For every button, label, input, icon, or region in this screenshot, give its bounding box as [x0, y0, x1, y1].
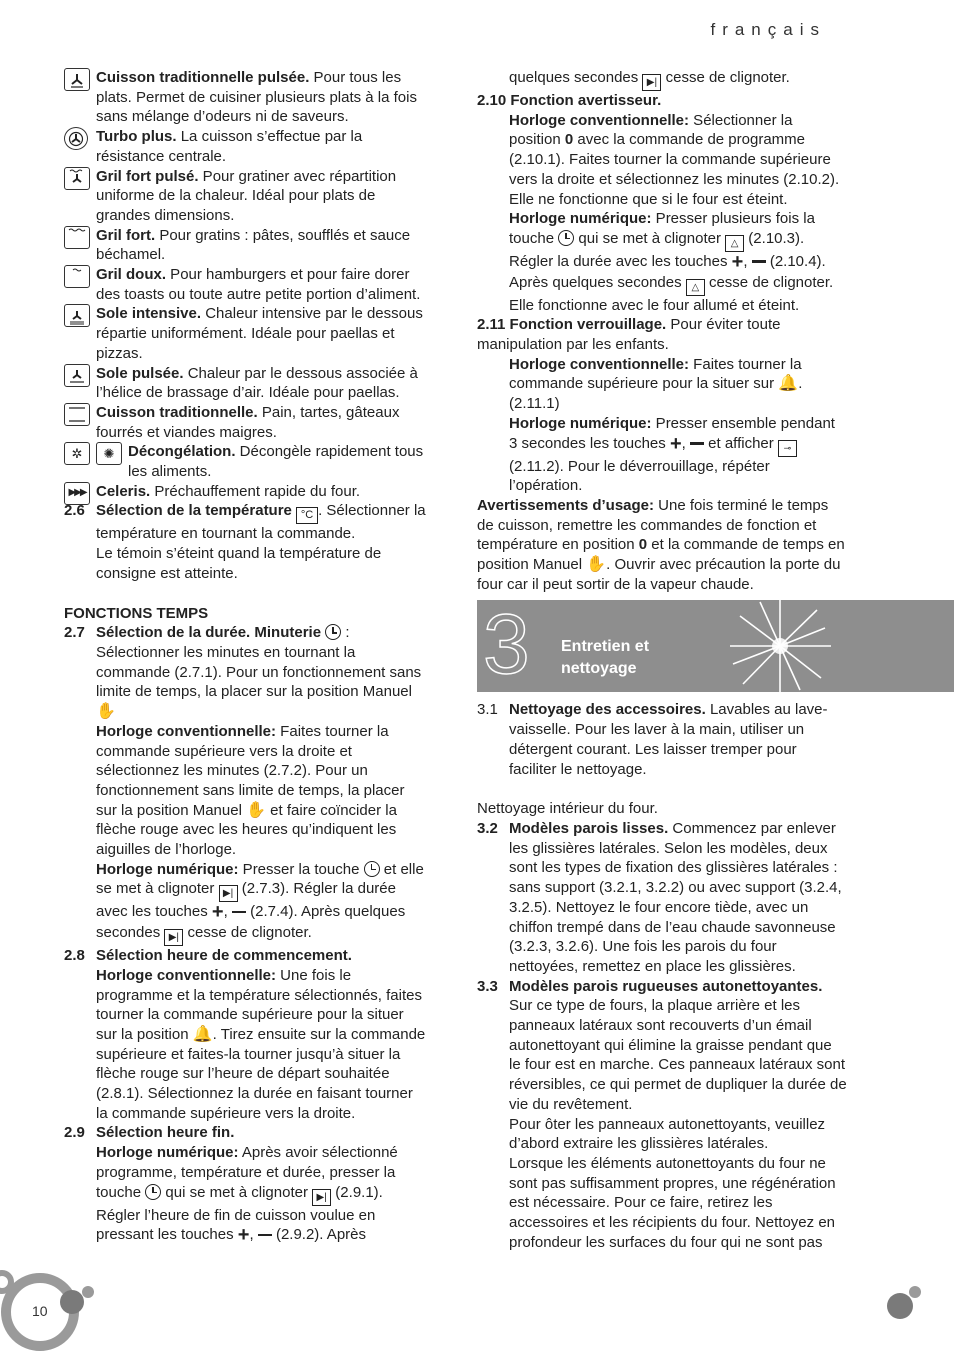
function-traditional: Cuisson traditionnelle. Pain, tartes, gâteaux fourrés et viandes maigres.	[64, 403, 428, 442]
bell-icon: △	[725, 235, 744, 252]
function-defrost: ✲ ✺ Décongélation. Décongèle rapidement tous les aliments.	[64, 442, 428, 481]
section-2-7: 2.7 Sélection de la durée. Minuterie : Sélectionner les minutes en tournant la commande (2.7.1). Pour un fonctionnement sans limite de temps, la placer sur la position Manuel ✋ Horloge conventionnelle: Faites tourner la commande supérieure vers la droite et sélectionnez les minutes (2.7.2). Pour un fonctionnement sans limite de temps, la placer sur la position Manuel ✋ et faire coïncider la flèche rouge avec les heures qu’indiquent les aiguilles de l’horloge. Horloge numérique: Presser la touche et elle se met à clignoter ▶| (2.7.3). Régler la durée avec les touches +, (2.7.4). Après quelques secondes ▶| cesse de clignoter.	[64, 623, 428, 946]
fast-icon: ▶▶▶	[64, 482, 90, 505]
play-icon: ▶|	[219, 885, 238, 902]
section-3-2: 3.2 Modèles parois lisses. Commencez par enlever les glissières latérales. Selon les modèles, deux sont les types de fixation des glissières latérales : sans support (3.2.1, 3.2.2) ou avec support (3.2.4, 3.2.5). Nettoyez le four encore tiède, avec un chiffon trempé dans de l’eau chaude savonneuse (3.2.3, 3.2.6). Une fois les parois du four nettoyées, remettez en place les glissières.	[477, 819, 842, 975]
grill-icon	[64, 226, 90, 249]
fan-icon	[64, 68, 90, 91]
function-turbo: Turbo plus. La cuisson s’effectue par la résistance centrale.	[64, 127, 428, 166]
bell-icon: △	[686, 279, 705, 296]
section-3-3: 3.3 Modèles parois rugueuses autonettoyantes. Sur ce type de fours, la plaque arrière et les panneaux latéraux sont recouverts d’un émail autonettoyant qui élimine la graisse pendant que le four est en marche. Ces panneaux latéraux sont réversibles, ce qui permet de dupliquer la durée de vie du revêtement. Pour ôter les panneaux autonettoyants, veuillez d’abord extraire les glissières latérales. Lorsque les éléments autonettoyants du four ne sont pas suffisamment propres, une régénération est nécessaire. Pour ce faire, retirez les accessoires et les récipients du four. Nettoyez en profondeur les surfaces du four qui ne sont pas	[477, 977, 847, 1251]
left-column	[64, 68, 428, 1246]
function-fan: Cuisson traditionnelle pulsée. Pour tous les plats. Permet de cuisiner plusieurs plats à la fois sans mélange d’odeurs ni de saveurs.	[64, 68, 428, 127]
hand-icon: ✋	[246, 801, 267, 819]
section-3-1: 3.1 Nettoyage des accessoires. Lavables au lave-vaisselle. Pour les laver à la main, utiliser un détergent courant. Les laisser tremper pour faciliter le nettoyage.	[477, 701, 828, 778]
footer-decoration	[0, 1262, 110, 1354]
section-2-11-title: 2.11 Fonction verrouillage.	[477, 316, 667, 334]
turbo-icon	[64, 127, 88, 150]
play-icon: ▶|	[312, 1189, 331, 1206]
language-label: français	[710, 20, 826, 39]
function-celeris: ▶▶▶ Celeris. Préchauffement rapide du four.	[64, 482, 428, 502]
chapter-title: Entretien et nettoyage	[561, 638, 650, 678]
sole-fan-icon	[64, 364, 90, 387]
section-heading-time-functions: FONCTIONS TEMPS	[64, 604, 209, 622]
section-2-10-title: 2.10 Fonction avertisseur.	[477, 92, 662, 109]
minus-icon	[690, 442, 704, 445]
chapter-banner	[477, 597, 954, 692]
section-2-8: 2.8 Sélection heure de commencement. Horloge conventionnelle: Une fois le programme et la température sélectionnés, faites tourner la commande supérieure pour la situer sur la position 🔔. Tirez ensuite sur la commande supérieure et faites-la tourner jusqu’à situer la flèche rouge sur l’heure de départ souhaitée (2.8.1). Sélectionnez la durée en faisant tourner la commande supérieure vers la droite.	[64, 947, 426, 1122]
sole-icon	[64, 304, 90, 327]
plus-icon: +	[731, 250, 744, 273]
hand-icon: ✋	[586, 556, 607, 574]
section-2-10: Horloge conventionnelle: Sélectionner la position 0 avec la commande de programme (2.10.1). Faites tourner la commande supérieure vers la droite et sélectionnez les minutes (2.10.2). Elle ne fonctionne que si le four est éteint. Horloge numérique: Presser plusieurs fois la touche qui se met à clignoter △ (2.10.3). Régler la durée avec les touches +, (2.10.4). Après quelques secondes △ cesse de clignoter. Elle fonctionne avec le four allumé et éteint.	[509, 111, 840, 314]
celsius-icon: °C	[296, 507, 318, 524]
clock-icon	[364, 861, 380, 877]
play-icon: ▶|	[164, 929, 183, 946]
sparkle-icon	[725, 596, 835, 696]
section-2-9: 2.9 Sélection heure fin. Horloge numérique: Après avoir sélectionné programme, température et durée, presser la touche qui se met à clignoter ▶| (2.9.1). Régler l’heure de fin de cuisson voulue en pressant les touches +, (2.9.2). Après	[64, 1124, 398, 1247]
defrost-fan-icon: ✺	[96, 442, 122, 465]
chapter-number: 3	[483, 597, 530, 692]
minus-icon	[258, 1234, 272, 1237]
defrost-icon: ✲	[64, 442, 90, 465]
bell-icon: 🔔	[778, 375, 799, 393]
right-column: quelques secondes ▶| cesse de clignoter. 2.10 Fonction avertisseur. Horloge conventionnelle: Sélectionner la position 0 avec la commande de programme (2.10.1). Faites tourner la commande supérieure vers la droite et sélectionnez les minutes (2.10.2). Elle ne fonctionne que si le four est éteint. Horloge numérique: Presser plusieurs fois la touche qui se met à clignoter △ (2.10.3). Régler la durée avec les touches +, (2.10.4). Après quelques secondes △ cesse de clignoter. Elle fonctionne avec le four allumé et éteint. 2.11 Fonction verrouillage. Pour éviter toute manipulation par les enfants. Horloge conventionnelle: Faites tourner la commande supérieure pour la situer sur 🔔. (2.11.1) Horloge numérique: Presser ensemble pendant 3 secondes les touches +, et afficher ⊸ (2.11.2). Pour le déverrouillage, répéter l’opération. Avertissements d’usage: Une fois terminé le temps de cuisson, remettre les commandes de fonction et température en position 0 et la commande de temps en position Manuel ✋. Ouvrir avec précaution la porte du four car il peut sortir de la vapeur chaude. 3 Entretien et nettoyage 3.1 Nettoyage des accessoires. Lavables au lave-vaisselle. Pour les laver à la main, utiliser un détergent courant. Les laisser tremper pour faciliter le nettoyage. Nettoyage intérieur du four. 3.2 Modèles parois lisses. Commencez par enlever les glissières latérales. Selon les modèles, deux sont les types de fixation des glissières latérales : sans support (3.2.1, 3.2.2) ou avec support (3.2.4, 3.2.5). Nettoyez le four encore tiède, avec un chiffon trempé dans de l’eau chaude savonneuse (3.2.3, 3.2.6). Une fois les parois du four nettoyées, remettez en place les glissières. 3.3 Modèles parois rugueuses autonettoyantes. Sur ce type de fours, la plaque arrière et les panneaux latéraux sont recouverts d’un émail autonettoyant qui élimine la graisse pendant que le four est en marche. Ces panneaux latéraux sont réversibles, ce qui permet de dupliquer la durée de vie du revêtement. Pour ôter les panneaux autonettoyants, veuillez d’abord extraire les glissières latérales. Lorsque les éléments autonettoyants du four ne sont pas suffisamment propres, une régénération est nécessaire. Pour ce faire, retirez les accessoires et les récipients du four. Nettoyez en profondeur les surfaces du four qui ne sont pas	[477, 68, 847, 1252]
clock-icon	[325, 624, 341, 640]
function-sole-intensive: Sole intensive. Chaleur intensive par le dessous répartie uniformément. Idéale pour paellas et pizzas.	[64, 304, 428, 363]
function-grill-fan: Gril fort pulsé. Pour gratiner avec répartition uniforme de la chaleur. Idéal pour plats de grandes dimensions.	[64, 167, 428, 226]
traditional-icon	[64, 403, 90, 426]
minus-icon	[752, 260, 766, 263]
clock-icon	[145, 1184, 161, 1200]
play-icon: ▶|	[642, 74, 661, 91]
section-2-11: Horloge conventionnelle: Faites tourner la commande supérieure pour la situer sur 🔔. (2.11.1) Horloge numérique: Presser ensemble pendant 3 secondes les touches +, et afficher ⊸ (2.11.2). Pour le déverrouillage, répéter l’opération.	[509, 355, 835, 495]
lock-icon: ⊸	[778, 440, 797, 457]
function-grill: Gril fort. Pour gratins : pâtes, soufflés et sauce béchamel.	[64, 226, 428, 265]
interior-cleaning-heading: Nettoyage intérieur du four.	[477, 800, 658, 818]
plus-icon: +	[211, 901, 224, 924]
minus-icon	[232, 911, 246, 914]
grill-fan-icon	[64, 167, 90, 190]
soft-grill-icon	[64, 265, 90, 288]
plus-icon: +	[669, 432, 682, 455]
section-2-6: 2.6 Sélection de la température °C . Sélectionner la température en tournant la commande. Le témoin s’éteint quand la température de consigne est atteinte.	[64, 502, 426, 582]
footer-dot-decoration	[884, 1284, 924, 1324]
hand-icon: ✋	[96, 703, 116, 721]
function-soft-grill: Gril doux. Pour hamburgers et pour faire dorer des toasts ou toute autre petite portion d’aliment.	[64, 265, 428, 304]
page-number: 10	[32, 1303, 48, 1319]
function-sole-fan: Sole pulsée. Chaleur par le dessous associée à l’hélice de brassage d’air. Idéale pour paellas.	[64, 364, 428, 403]
usage-warnings: Avertissements d’usage: Une fois terminé le temps de cuisson, remettre les commandes de fonction et température en position 0 et la commande de temps en position Manuel ✋. Ouvrir avec précaution la porte du four car il peut sortir de la vapeur chaude.	[477, 496, 845, 593]
bell-icon: 🔔	[192, 1025, 213, 1043]
clock-icon	[558, 230, 574, 246]
plus-icon: +	[237, 1224, 250, 1247]
